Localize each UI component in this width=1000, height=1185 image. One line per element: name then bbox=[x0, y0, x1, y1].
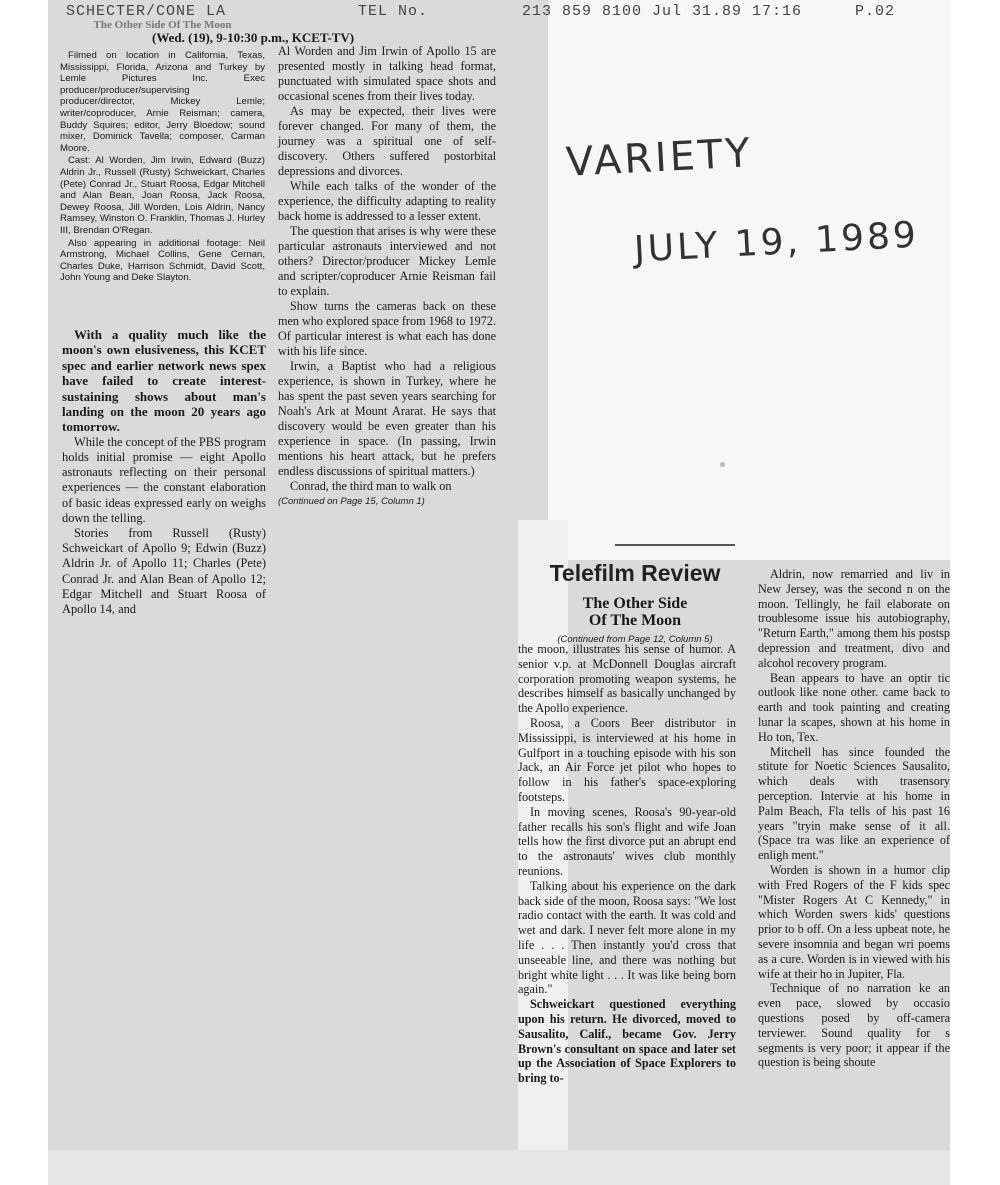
continued-note: (Continued on Page 15, Column 1) bbox=[278, 496, 425, 507]
credits-additional: Also appearing in additional footage: Neil Armstrong, Michael Collins, Gene Cernan, Charles Duke, Harrison Schmidt, David Scott, John Young and Deke Slayton. bbox=[60, 237, 265, 284]
continued-from-note: (Continued from Page 12, Column 5) bbox=[557, 634, 713, 645]
paragraph: Talking about his experience on the dark back side of the moon, Roosa says: "We lost radio contact with the earth. It was cold and wet and dark. I never felt more alone in my life . . . Then instantly you'd cross that unseeable line, and there was nothing but bright white light . . . It was like being born again." bbox=[518, 878, 736, 997]
scan-speck bbox=[720, 462, 725, 467]
review-title bbox=[530, 595, 740, 629]
paragraph: Show turns the cameras back on these men who explored space from 1968 to 1972. Of particular interest is what each has done with his life since. bbox=[278, 299, 496, 358]
review-column-4 bbox=[758, 567, 950, 1179]
paragraph: Bean appears to have an optir tic outlook like none other. came back to earth and took painting and creating lunar la scapes, shown at his home in Ho ton, Tex. bbox=[758, 670, 950, 744]
paragraph: Al Worden and Jim Irwin of Apollo 15 are presented mostly in talking head format, punctuated with simulated space shots and occasional scenes from their lives today. bbox=[278, 44, 496, 103]
paragraph: the moon, illustrates his sense of humor. A senior v.p. at McDonnell Douglas aircraft corporation promoting weapon systems, he describes himself as basically unchanged by the Apollo experience. bbox=[518, 642, 736, 716]
fax-page: P.02 bbox=[855, 3, 896, 20]
paragraph: Aldrin, now remarried and liv in New Jersey, was the second n on the moon. Tellingly, he fail elaborate on troublesome issue his autobiography, "Return Earth," among them his postsp depression and treatment, divo and alcohol recovery program. bbox=[758, 567, 950, 670]
masthead-partial: The Other Side Of The Moon bbox=[93, 19, 232, 31]
review-title-line1: The Other Side bbox=[582, 595, 688, 612]
credits-cast: Cast: Al Worden, Jim Irwin, Edward (Buzz) Aldrin Jr., Russell (Rusty) Schweickart, Charles (Pete) Conrad Jr., Stuart Roosa, Edgar Mitchell and Alan Bean, Joan Roosa, Jack Roosa, Dewey Roosa, Jill Worden, Lois Aldrin, Nancy Ramsey, Winston O. Franklin, Thomas J. Hurley III, Brendan O'Regan. bbox=[60, 155, 265, 236]
paragraph: Roosa, a Coors Beer distributor in Mississippi, is interviewed at his home in Gulfport in a touching episode with his son Jack, an Air Force jet pilot who hopes to follow in his father's space-exploring footsteps. bbox=[518, 715, 736, 804]
fax-number-date: 213 859 8100 Jul 31.89 17:16 bbox=[522, 3, 803, 20]
review-title-line2: Of The Moon bbox=[588, 612, 682, 629]
airing-info: (Wed. (19), 9-10:30 p.m., KCET-TV) bbox=[152, 30, 355, 45]
fax-tel-label: TEL No. bbox=[358, 3, 429, 20]
section-headline: Telefilm Review bbox=[549, 560, 721, 586]
lead-paragraph: With a quality much like the moon's own elusiveness, this KCET spec and earlier network news spex have failed to create interest-sustaining shows about man's landing on the moon 20 years ago tomorrow. bbox=[62, 327, 266, 435]
handwritten-date: JULY 19, 1989 bbox=[633, 214, 920, 271]
credits-production: Filmed on location in California, Texas, Mississippi, Florida, Arizona and Turkey by Lemle Pictures Inc. Exec producer/producer/supervising producer/director, Mickey Lemle; writer/coproducer, Arnie Reisman; camera, Buddy Squires; editor, Jerry Bloedow; sound mixer, Dominick Tavella; composer, Carman Moore. bbox=[60, 50, 265, 154]
paragraph: While the concept of the PBS program holds initial promise — eight Apollo astronauts reflecting on their personal experiences — the constant elaboration of basic ideas expressed early on weighs down the telling. bbox=[62, 434, 267, 525]
review-column-1 bbox=[62, 327, 266, 617]
paragraph: Schweickart questioned everything upon his return. He divorced, moved to Sausalito, Calif., became Gov. Jerry Brown's consultant on space and later set up the Association of Space Explorers to bring to- bbox=[518, 997, 736, 1086]
paragraph: Conrad, the third man to walk on bbox=[290, 479, 452, 493]
review-column-3 bbox=[518, 642, 736, 1086]
paragraph: Irwin, a Baptist who had a religious experience, is shown in Turkey, where he has spent the past seven years searching for Noah's Ark at Mount Ararat. He says that discovery would be even greater than his experience in space. (In passing, Irwin mentions his heart attack, but he prefers endless discussions of spiritual matters.) bbox=[278, 359, 496, 478]
handwritten-publication: VARIETY bbox=[564, 130, 754, 186]
paragraph: In moving scenes, Roosa's 90-year-old father recalls his son's flight and wife Joan tells how the first divorce put an abrupt end to the astronauts' wives club monthly reunions. bbox=[518, 804, 736, 878]
review-column-2 bbox=[278, 44, 496, 509]
paragraph: Stories from Russell (Rusty) Schweickart of Apollo 9; Edwin (Buzz) Aldrin Jr. of Apollo 11; Charles (Pete) Conrad Jr. and Alan Bean of Apollo 12; Edgar Mitchell and Stuart Roosa of Apollo 14, and bbox=[62, 526, 266, 617]
paragraph: While each talks of the wonder of the experience, the difficulty adapting to reality back home is addressed to a lesser extent. bbox=[278, 179, 496, 223]
paragraph: Worden is shown in a humor clip with Fred Rogers of the F kids spec "Mister Rogers At C Kennedy," in which Worden swers kids' questions prior to b off. On a less upbeat note, he severe insomnia and began wri poems as a cure. Worden is in viewed with his wife at their ho in Jupiter, Fla. bbox=[758, 862, 950, 981]
paragraph: Mitchell has since founded the stitute for Noetic Sciences Sausalito, which deals with trasensory perception. Intervie at his home in Palm Beach, Fla tells of his past 16 years "tryin make sense of it all. (Space tra was like an experience of enligh ment." bbox=[758, 744, 950, 863]
paragraph: The question that arises is why were these particular astronauts interviewed and not others? Director/producer Mickey Lemle and scripter/coproducer Arnie Reisman fail to explain. bbox=[278, 224, 496, 298]
credits-block bbox=[60, 50, 265, 285]
paragraph: As may be expected, their lives were forever changed. For many of them, the journey was a spiritual one of self-discovery. Others suffered postorbital depressions and divorces. bbox=[278, 104, 496, 178]
paragraph: Technique of no narration ke an even pace, slowed by occasio questions posed by off-camera terviewer. Sound quality for s segments is very poor; it appear if the question is being shoute bbox=[758, 981, 950, 1070]
section-rule bbox=[615, 544, 735, 546]
fax-sender: SCHECTER/CONE LA bbox=[66, 3, 227, 20]
scan-fade-area bbox=[548, 0, 950, 560]
